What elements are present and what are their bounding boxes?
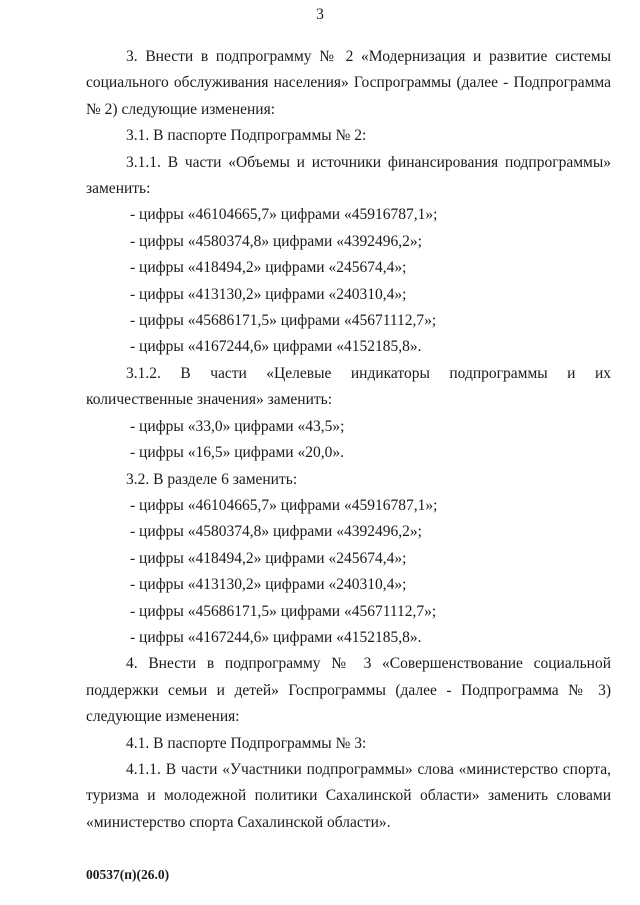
paragraph-4-1-1: 4.1.1. В части «Участники подпрограммы» слова «министерство спорта, туризма и молодежной политики Сахалинской области» заменить словами «министерство спорта Сахалинской области».: [86, 760, 611, 831]
list-item: - цифры «413130,2» цифрами «240310,4»;: [130, 285, 407, 303]
paragraph-4-1: 4.1. В паспорте Подпрограммы № 3:: [126, 734, 367, 752]
paragraph-3-1: 3.1. В паспорте Подпрограммы № 2:: [126, 127, 367, 145]
paragraph-3: 3. Внести в подпрограмму № 2 «Модернизация и развитие системы социального обслуживания населения» Госпрограммы (далее - Подпрограмма № 2) следующие изменения:: [86, 48, 611, 118]
list-item: - цифры «45686171,5» цифрами «45671112,7»;: [130, 312, 437, 330]
paragraph-3-1-1: 3.1.1. В части «Объемы и источники финансирования подпрограммы» заменить:: [86, 153, 611, 198]
document-code: 00537(п)(26.0): [86, 867, 170, 882]
list-item: - цифры «16,5» цифрами «20,0».: [130, 444, 344, 462]
list-item: - цифры «4167244,6» цифрами «4152185,8».: [130, 628, 422, 646]
list-item: - цифры «4580374,8» цифрами «4392496,2»;: [130, 232, 422, 250]
list-item: - цифры «418494,2» цифрами «245674,4»;: [130, 259, 407, 277]
document-body: [86, 44, 611, 836]
list-item: - цифры «45686171,5» цифрами «45671112,7»;: [130, 602, 437, 620]
paragraph-4: 4. Внести в подпрограмму № 3 «Совершенствование социальной поддержки семьи и детей» Госпрограммы (далее - Подпрограмма № 3) следующие изменения:: [86, 655, 611, 726]
list-item: - цифры «4580374,8» цифрами «4392496,2»;: [130, 523, 422, 541]
page-number: 3: [316, 6, 324, 23]
list-item: - цифры «418494,2» цифрами «245674,4»;: [130, 549, 407, 567]
list-item: - цифры «4167244,6» цифрами «4152185,8».: [130, 338, 422, 356]
list-item: - цифры «46104665,7» цифрами «45916787,1»;: [130, 496, 438, 514]
paragraph-3-1-2: 3.1.2. В части «Целевые индикаторы подпрограммы и их количественные значения» заменить:: [86, 364, 611, 409]
list-item: - цифры «46104665,7» цифрами «45916787,1»;: [130, 206, 438, 224]
list-item: - цифры «33,0» цифрами «43,5»;: [130, 417, 345, 435]
list-item: - цифры «413130,2» цифрами «240310,4»;: [130, 576, 407, 594]
paragraph-3-2: 3.2. В разделе 6 заменить:: [126, 470, 298, 488]
